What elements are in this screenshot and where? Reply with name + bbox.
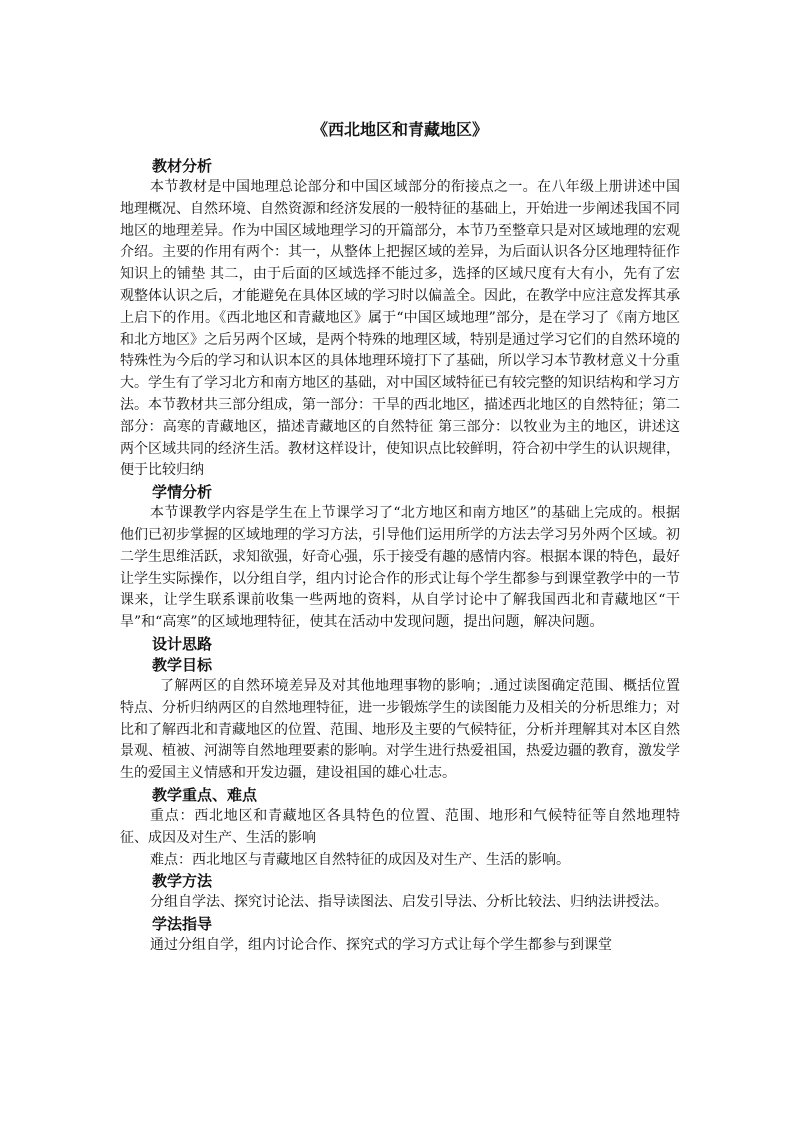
section-paragraph: 了解两区的自然环境差异及对其他地理事物的影响；.通过读图确定范围、概括位置特点、分析归纳两区的自然地理特征，进一步锻炼学生的读图能力及相关的分析思维力；对比和了解西北和青藏地区的位置、范围、地形及主要的气候特征，分析并理解其对本区自然景观、植被、河湖等自然地理要素的影响。对学生进行热爱祖国，热爱边疆的教育，激发学生的爱国主义情感和开发边疆，建设祖国的雄心壮志。 bbox=[120, 677, 680, 782]
section-heading: 学情分析 bbox=[152, 483, 213, 502]
section-paragraph: 本节教材是中国地理总论部分和中国区域部分的衔接点之一。在八年级上册讲述中国地理概况、自然环境、自然资源和经济发展的一般特征的基础上，开始进一步阐述我国不同地区的地理差异。作为中国区域地理学习的开篇部分，本节乃至整章只是对区域地理的宏观介绍。主要的作用有两个：其一，从整体上把握区域的差异，为后面认识各分区地理特征作知识上的铺垫 其二，由于后面的区域选择不能过多，选择的区域尺度有大有小，先有了宏观整体认识之后，才能避免在具体区域的学习时以偏盖全。因此，在教学中应注意发挥其承上启下的作用。《西北地区和青藏地区》属于“中国区域地理”部分，是在学习了《南方地区和北方地区》之后另两个区域，是两个特殊的地理区域，特别是通过学习它们的自然环境的特殊性为今后的学习和认识本区的具体地理环境打下了基础，所以学习本节教材意义十分重大。学生有了学习北方和南方地区的基础，对中国区域特征已有较完整的知识结构和学习方法。本节教材共三部分组成，第一部分：干旱的西北地区，描述西北地区的自然特征；第二部分：高寒的青藏地区，描述青藏地区的自然特征 第三部分：以牧业为主的地区，讲述这两个区域共同的经济生活。教材这样设计，使知识点比较鲜明，符合初中学生的认识规律，便于比较归纳 bbox=[120, 179, 680, 479]
section-paragraph: 本节课教学内容是学生在上节课学习了“北方地区和南方地区”的基础上完成的。根据他们已初步掌握的区域地理的学习方法，引导他们运用所学的方法去学习另外两个区域。初二学生思维活跃，求知欲强，好奇心强，乐于接受有趣的感情内容。根据本课的特色，最好让学生实际操作，以分组自学，组内讨论合作的形式让每个学生都参与到课堂教学中的一节课来，让学生联系课前收集一些两地的资料，从自学讨论中了解我国西北和青藏地区“干旱”和“高寒”的区域地理特征，使其在活动中发现问题，提出问题，解决问题。 bbox=[120, 505, 680, 631]
section-paragraph-key-point: 重点：西北地区和青藏地区各具特色的位置、范围、地形和气候特征等自然地理特征、成因及对生产、生活的影响 bbox=[120, 807, 680, 846]
section-heading: 学法指导 bbox=[152, 915, 213, 934]
section-textbook-analysis bbox=[120, 156, 680, 482]
section-heading: 教学目标 bbox=[152, 655, 213, 674]
section-paragraph-difficult-point: 难点：西北地区与青藏地区自然特征的成因及对生产、生活的影响。 bbox=[150, 851, 570, 868]
section-heading: 教学重点、难点 bbox=[152, 785, 258, 804]
section-heading: 教材分析 bbox=[152, 157, 213, 175]
section-paragraph: 分组自学法、探究讨论法、指导读图法、启发引导法、分析比较法、归纳法讲授法。 bbox=[150, 894, 668, 911]
document-title: 《西北地区和青藏地区》 bbox=[311, 120, 488, 139]
section-study-guidance bbox=[120, 914, 680, 957]
section-key-points bbox=[120, 785, 680, 871]
section-paragraph: 通过分组自学，组内讨论合作、探究式的学习方式让每个学生都参与到课堂 bbox=[150, 937, 612, 954]
section-teaching-methods bbox=[120, 871, 680, 914]
section-heading: 设计思路 bbox=[152, 634, 213, 653]
section-student-analysis bbox=[120, 482, 680, 634]
section-teaching-objectives bbox=[120, 655, 680, 785]
section-heading: 教学方法 bbox=[152, 872, 213, 891]
section-design-ideas bbox=[120, 634, 680, 655]
document-page bbox=[120, 118, 680, 957]
